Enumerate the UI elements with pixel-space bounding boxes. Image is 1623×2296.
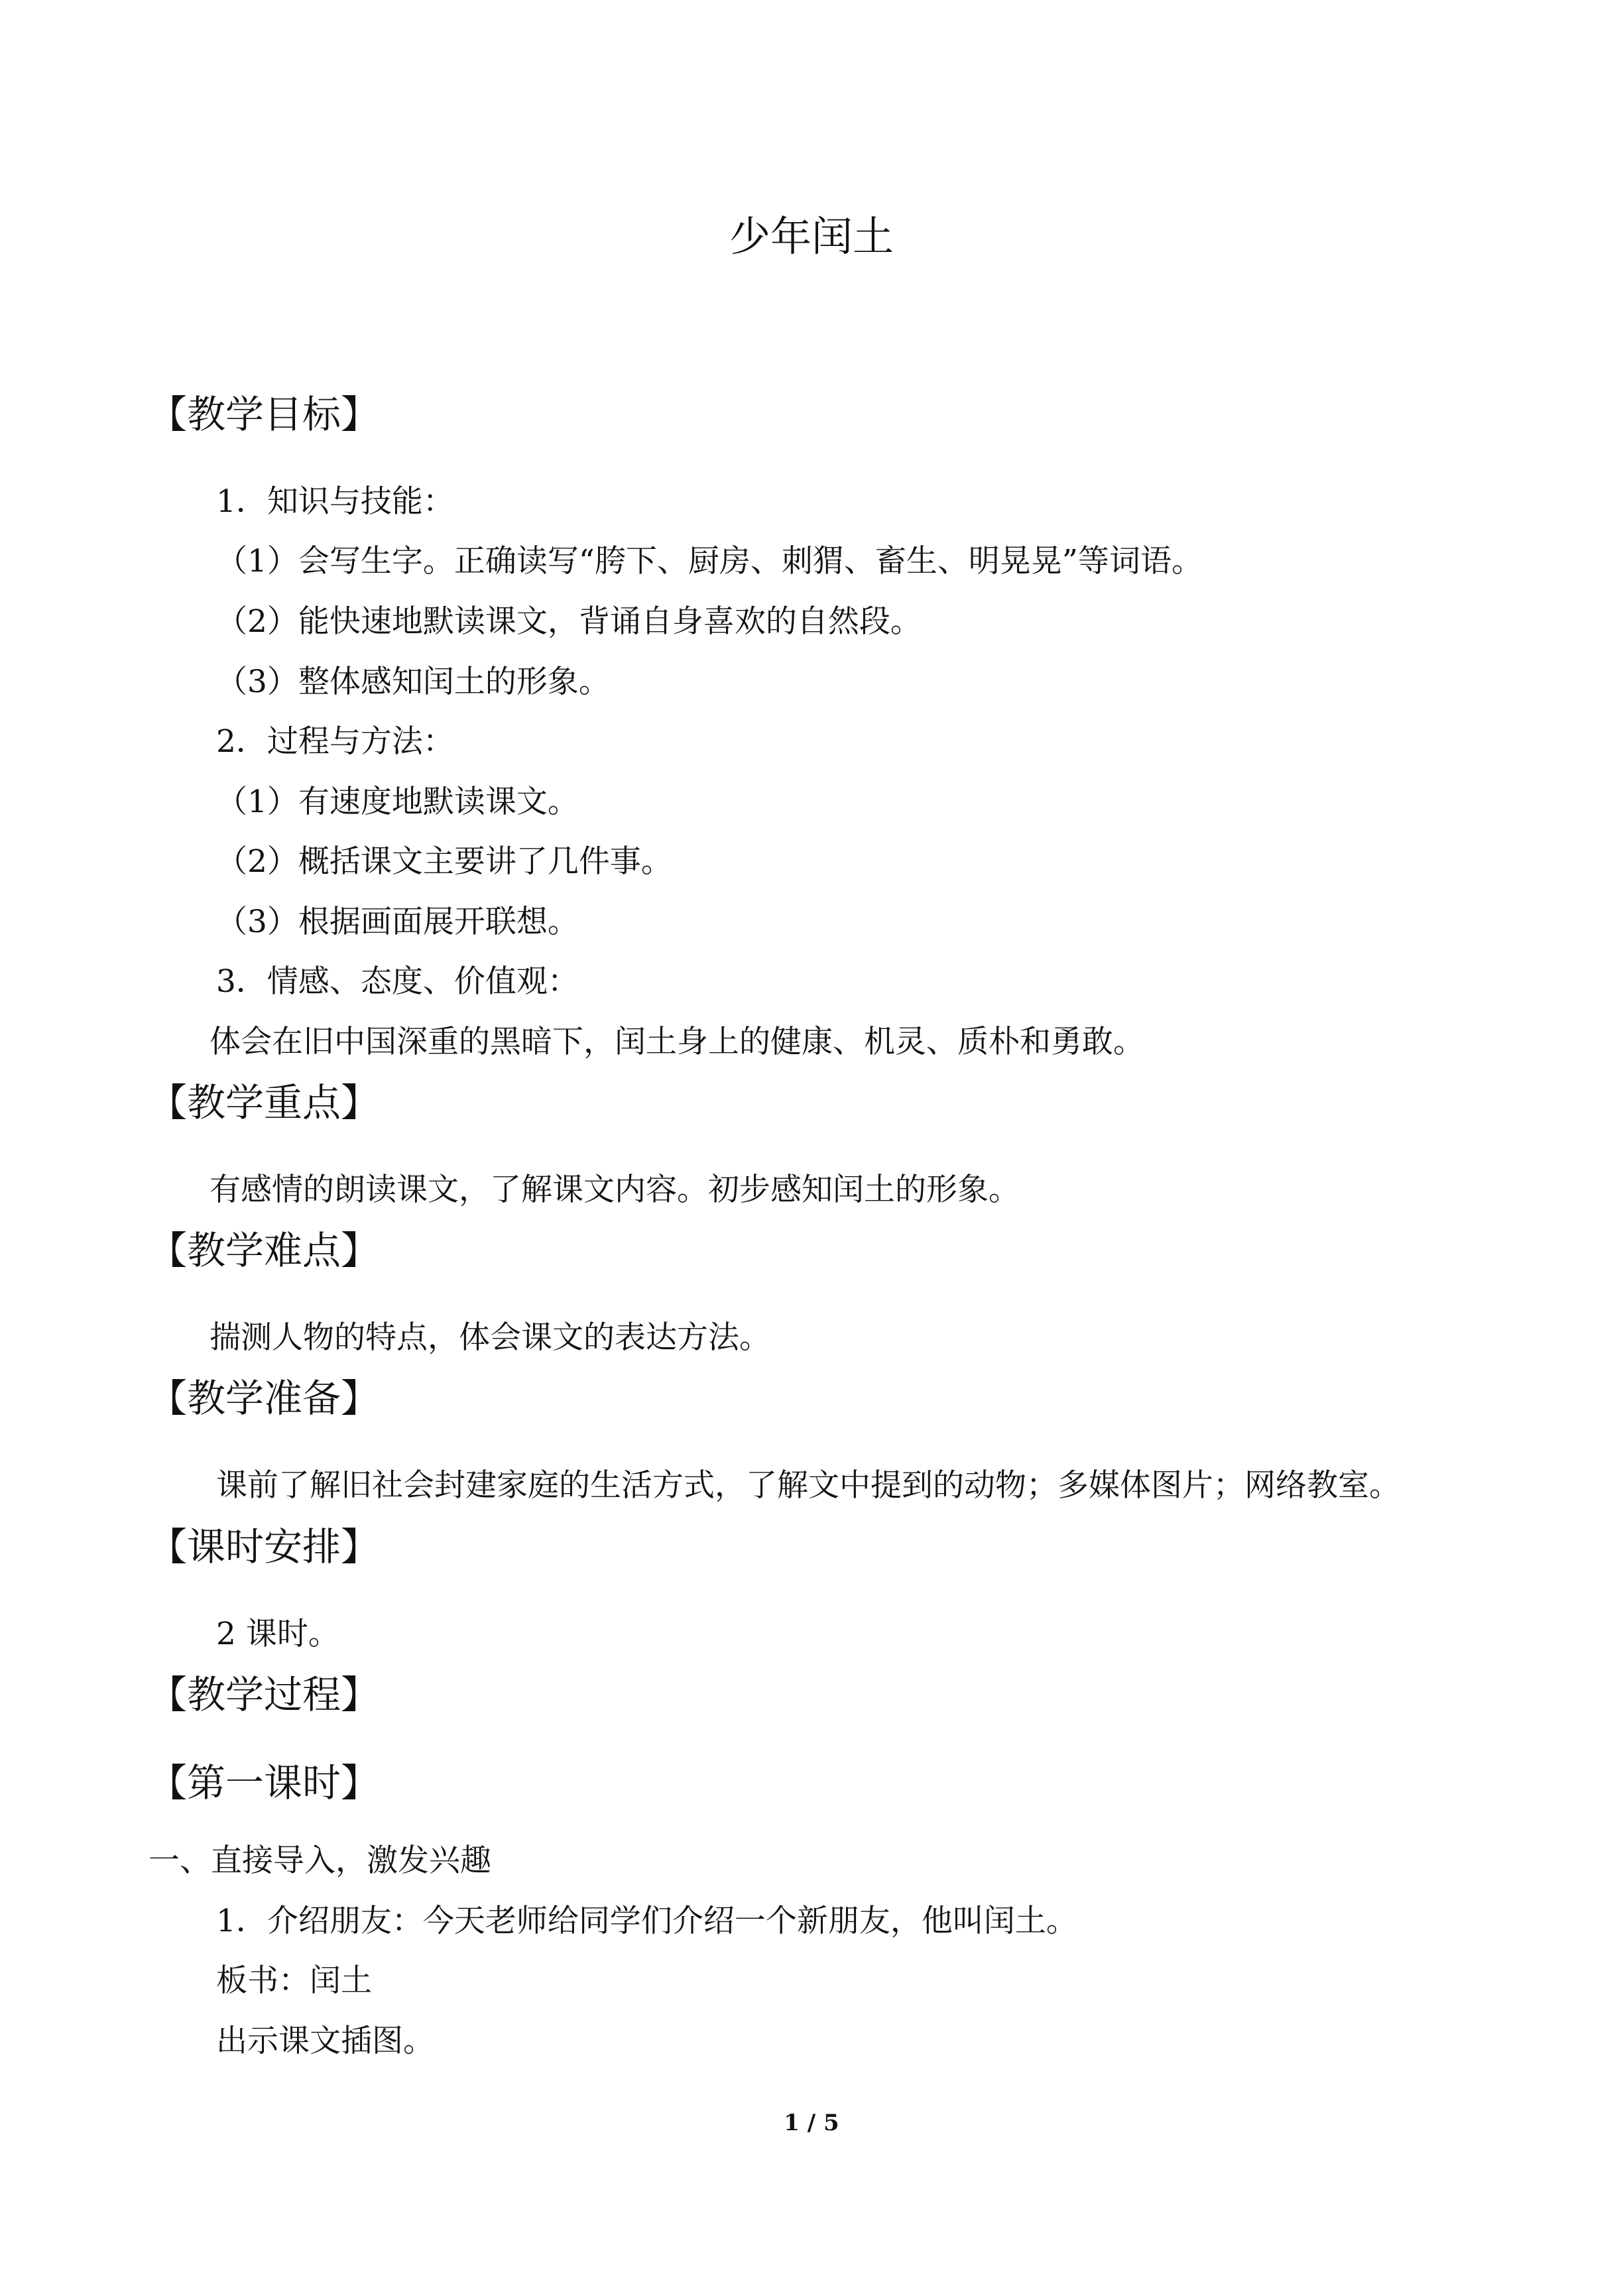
objective-knowledge-3: （3）整体感知闰土的形象。: [216, 664, 610, 700]
objective-process-2: （2）概括课文主要讲了几件事。: [216, 843, 672, 880]
document-title: 少年闰土: [729, 212, 894, 261]
objective-knowledge-title: 1．知识与技能：: [216, 483, 454, 520]
objective-knowledge-2: （2）能快速地默读课文，背诵自身喜欢的自然段。: [216, 603, 922, 640]
heading-objectives: 【教学目标】: [149, 392, 380, 437]
schedule-text: 2 课时。: [216, 1616, 339, 1652]
objective-process-3: （3）根据画面展开联想。: [216, 904, 579, 940]
objective-process-title: 2．过程与方法：: [216, 723, 454, 760]
objective-emotion-1: 体会在旧中国深重的黑暗下，闰土身上的健康、机灵、质朴和勇敢。: [210, 1024, 1144, 1060]
heading-first-lesson: 【第一课时】: [149, 1760, 380, 1805]
page-number: 1 / 5: [784, 2110, 839, 2136]
difficulties-text: 揣测人物的特点，体会课文的表达方法。: [210, 1319, 770, 1356]
lesson-show: 出示课文插图。: [216, 2023, 434, 2059]
heading-schedule: 【课时安排】: [149, 1524, 380, 1569]
lesson-board: 板书：闰土: [216, 1963, 372, 1999]
objective-knowledge-1: （1）会写生字。正确读写“胯下、厨房、刺猬、畜生、明晃晃”等词语。: [216, 543, 1203, 579]
objective-process-1: （1）有速度地默读课文。: [216, 784, 579, 820]
key-points-text: 有感情的朗读课文，了解课文内容。初步感知闰土的形象。: [210, 1172, 1020, 1208]
objective-emotion-title: 3．情感、态度、价值观：: [216, 963, 579, 1000]
heading-difficulties: 【教学难点】: [149, 1228, 380, 1273]
lesson-item-1: 1．介绍朋友：今天老师给同学们介绍一个新朋友，他叫闰土。: [216, 1903, 1077, 1939]
heading-key-points: 【教学重点】: [149, 1080, 380, 1125]
lesson-step-1: 一、直接导入，激发兴趣: [149, 1843, 491, 1879]
heading-preparation: 【教学准备】: [149, 1376, 380, 1421]
preparation-text: 课前了解旧社会封建家庭的生活方式，了解文中提到的动物；多媒体图片；网络教室。: [216, 1467, 1400, 1504]
heading-process: 【教学过程】: [149, 1672, 380, 1717]
